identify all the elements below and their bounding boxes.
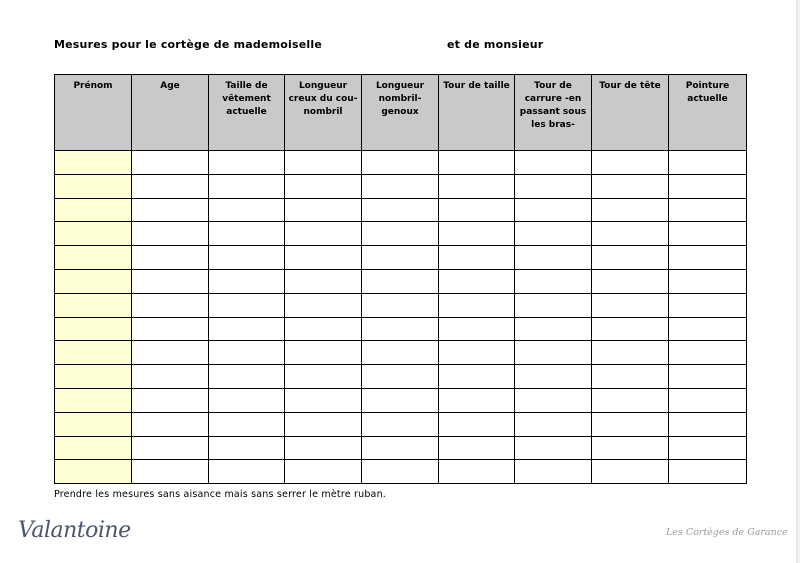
measure-cell[interactable] <box>132 412 209 436</box>
column-header <box>439 75 515 151</box>
table-row <box>55 412 747 436</box>
measures-table <box>54 74 747 484</box>
measure-cell[interactable] <box>439 246 515 270</box>
measure-cell[interactable] <box>285 198 362 222</box>
measure-cell[interactable] <box>362 341 439 365</box>
title-monsieur: et de monsieur <box>447 38 544 51</box>
measure-cell[interactable] <box>592 388 669 412</box>
measure-cell[interactable] <box>132 174 209 198</box>
measure-cell[interactable] <box>209 436 285 460</box>
measure-cell[interactable] <box>439 198 515 222</box>
measure-cell[interactable] <box>515 365 592 389</box>
measure-cell[interactable] <box>362 317 439 341</box>
table-row <box>55 388 747 412</box>
column-header <box>592 75 669 151</box>
measure-cell[interactable] <box>132 151 209 175</box>
prenom-cell[interactable] <box>55 174 132 198</box>
prenom-cell[interactable] <box>55 246 132 270</box>
measure-cell[interactable] <box>362 388 439 412</box>
table-row <box>55 436 747 460</box>
measure-cell[interactable] <box>669 341 747 365</box>
table-row <box>55 269 747 293</box>
table-row <box>55 460 747 484</box>
measure-cell[interactable] <box>592 222 669 246</box>
column-header <box>362 75 439 151</box>
measure-cell[interactable] <box>592 412 669 436</box>
measure-cell[interactable] <box>362 293 439 317</box>
measure-cell[interactable] <box>362 412 439 436</box>
table-header-row <box>55 75 747 151</box>
measure-cell[interactable] <box>515 341 592 365</box>
column-header-label: Age <box>160 81 180 91</box>
measure-cell[interactable] <box>132 436 209 460</box>
measure-cell[interactable] <box>285 246 362 270</box>
measure-cell[interactable] <box>439 412 515 436</box>
measure-cell[interactable] <box>439 365 515 389</box>
measure-cell[interactable] <box>439 174 515 198</box>
measure-cell[interactable] <box>592 317 669 341</box>
measure-cell[interactable] <box>669 460 747 484</box>
measure-cell[interactable] <box>515 246 592 270</box>
measure-cell[interactable] <box>439 341 515 365</box>
column-header <box>132 75 209 151</box>
table-row <box>55 293 747 317</box>
column-header-label: Tour de carrure -en passant sous les bras- <box>519 81 587 130</box>
measure-cell[interactable] <box>669 293 747 317</box>
measure-cell[interactable] <box>285 460 362 484</box>
measure-cell[interactable] <box>362 365 439 389</box>
column-header <box>515 75 592 151</box>
column-header-label: Pointure actuelle <box>685 81 730 104</box>
measure-cell[interactable] <box>362 151 439 175</box>
prenom-cell[interactable] <box>55 341 132 365</box>
title-mademoiselle: Mesures pour le cortège de mademoiselle <box>54 38 322 51</box>
measure-cell[interactable] <box>439 222 515 246</box>
table-row <box>55 365 747 389</box>
measure-cell[interactable] <box>515 174 592 198</box>
prenom-cell[interactable] <box>55 269 132 293</box>
measure-cell[interactable] <box>515 222 592 246</box>
prenom-cell[interactable] <box>55 412 132 436</box>
measure-cell[interactable] <box>132 460 209 484</box>
measure-cell[interactable] <box>285 412 362 436</box>
page-edge <box>796 0 800 563</box>
measure-cell[interactable] <box>515 436 592 460</box>
column-header <box>285 75 362 151</box>
measure-cell[interactable] <box>132 317 209 341</box>
instruction-note: Prendre les mesures sans aisance mais sans serrer le mètre ruban. <box>54 489 387 500</box>
column-header <box>669 75 747 151</box>
measure-cell[interactable] <box>439 460 515 484</box>
measure-cell[interactable] <box>209 198 285 222</box>
measure-cell[interactable] <box>515 198 592 222</box>
column-header-label: Longueur nombril-genoux <box>375 81 425 117</box>
measure-cell[interactable] <box>132 341 209 365</box>
table-row <box>55 174 747 198</box>
measure-cell[interactable] <box>362 460 439 484</box>
prenom-cell[interactable] <box>55 317 132 341</box>
measure-cell[interactable] <box>285 222 362 246</box>
measure-cell[interactable] <box>209 412 285 436</box>
measure-cell[interactable] <box>592 460 669 484</box>
measure-cell[interactable] <box>362 246 439 270</box>
prenom-cell[interactable] <box>55 222 132 246</box>
measure-cell[interactable] <box>285 436 362 460</box>
column-header-label: Longueur creux du cou-nombril <box>288 81 358 117</box>
measure-cell[interactable] <box>209 365 285 389</box>
measure-cell[interactable] <box>209 317 285 341</box>
measure-cell[interactable] <box>209 460 285 484</box>
measure-cell[interactable] <box>669 246 747 270</box>
measure-cell[interactable] <box>515 269 592 293</box>
table-row <box>55 198 747 222</box>
prenom-cell[interactable] <box>55 198 132 222</box>
measure-cell[interactable] <box>669 365 747 389</box>
measure-cell[interactable] <box>669 436 747 460</box>
measure-cell[interactable] <box>209 246 285 270</box>
measure-cell[interactable] <box>285 293 362 317</box>
measure-cell[interactable] <box>132 246 209 270</box>
measure-cell[interactable] <box>515 151 592 175</box>
column-header-label: Taille de vêtement actuelle <box>222 81 271 117</box>
measure-cell[interactable] <box>209 293 285 317</box>
measure-cell[interactable] <box>669 198 747 222</box>
measure-cell[interactable] <box>592 365 669 389</box>
prenom-cell[interactable] <box>55 436 132 460</box>
prenom-cell[interactable] <box>55 365 132 389</box>
table-row <box>55 341 747 365</box>
measure-cell[interactable] <box>592 341 669 365</box>
measure-cell[interactable] <box>515 293 592 317</box>
table-row <box>55 151 747 175</box>
measure-cell[interactable] <box>132 293 209 317</box>
measure-cell[interactable] <box>592 198 669 222</box>
measure-cell[interactable] <box>592 151 669 175</box>
measure-cell[interactable] <box>285 174 362 198</box>
measure-cell[interactable] <box>592 436 669 460</box>
measure-cell[interactable] <box>285 269 362 293</box>
measure-cell[interactable] <box>439 293 515 317</box>
measure-cell[interactable] <box>669 151 747 175</box>
measure-cell[interactable] <box>592 269 669 293</box>
measure-cell[interactable] <box>132 365 209 389</box>
measure-cell[interactable] <box>209 151 285 175</box>
table-row <box>55 222 747 246</box>
measure-cell[interactable] <box>132 269 209 293</box>
measure-cell[interactable] <box>285 388 362 412</box>
measure-cell[interactable] <box>669 388 747 412</box>
column-header-label: Tour de tête <box>599 81 661 91</box>
measure-cell[interactable] <box>285 317 362 341</box>
measure-cell[interactable] <box>132 198 209 222</box>
measure-cell[interactable] <box>439 436 515 460</box>
measure-cell[interactable] <box>592 246 669 270</box>
measure-cell[interactable] <box>209 222 285 246</box>
prenom-cell[interactable] <box>55 460 132 484</box>
measure-cell[interactable] <box>362 174 439 198</box>
measure-cell[interactable] <box>515 388 592 412</box>
measure-cell[interactable] <box>285 341 362 365</box>
measure-cell[interactable] <box>439 388 515 412</box>
column-header <box>55 75 132 151</box>
valantoine-logo: Valantoine <box>18 518 131 543</box>
prenom-cell[interactable] <box>55 151 132 175</box>
measure-cell[interactable] <box>669 412 747 436</box>
column-header-label: Prénom <box>73 81 113 91</box>
measure-cell[interactable] <box>132 388 209 412</box>
measure-cell[interactable] <box>515 460 592 484</box>
measure-cell[interactable] <box>285 151 362 175</box>
measure-cell[interactable] <box>592 293 669 317</box>
corteges-de-garance-logo: Les Cortèges de Garance <box>666 527 788 538</box>
measure-cell[interactable] <box>669 174 747 198</box>
measure-cell[interactable] <box>669 317 747 341</box>
measure-cell[interactable] <box>439 317 515 341</box>
measure-cell[interactable] <box>362 269 439 293</box>
table-body <box>55 151 747 484</box>
measure-cell[interactable] <box>439 151 515 175</box>
measure-cell[interactable] <box>362 198 439 222</box>
measure-cell[interactable] <box>209 174 285 198</box>
measure-cell[interactable] <box>209 388 285 412</box>
measure-cell[interactable] <box>209 341 285 365</box>
measure-cell[interactable] <box>362 222 439 246</box>
column-header <box>209 75 285 151</box>
prenom-cell[interactable] <box>55 388 132 412</box>
prenom-cell[interactable] <box>55 293 132 317</box>
measure-cell[interactable] <box>209 269 285 293</box>
measure-cell[interactable] <box>515 317 592 341</box>
measure-cell[interactable] <box>132 222 209 246</box>
measure-cell[interactable] <box>669 222 747 246</box>
measure-cell[interactable] <box>285 365 362 389</box>
table-row <box>55 317 747 341</box>
table-row <box>55 246 747 270</box>
measure-cell[interactable] <box>592 174 669 198</box>
measure-cell[interactable] <box>515 412 592 436</box>
column-header-label: Tour de taille <box>443 81 510 91</box>
measure-cell[interactable] <box>439 269 515 293</box>
measure-cell[interactable] <box>362 436 439 460</box>
measure-cell[interactable] <box>669 269 747 293</box>
